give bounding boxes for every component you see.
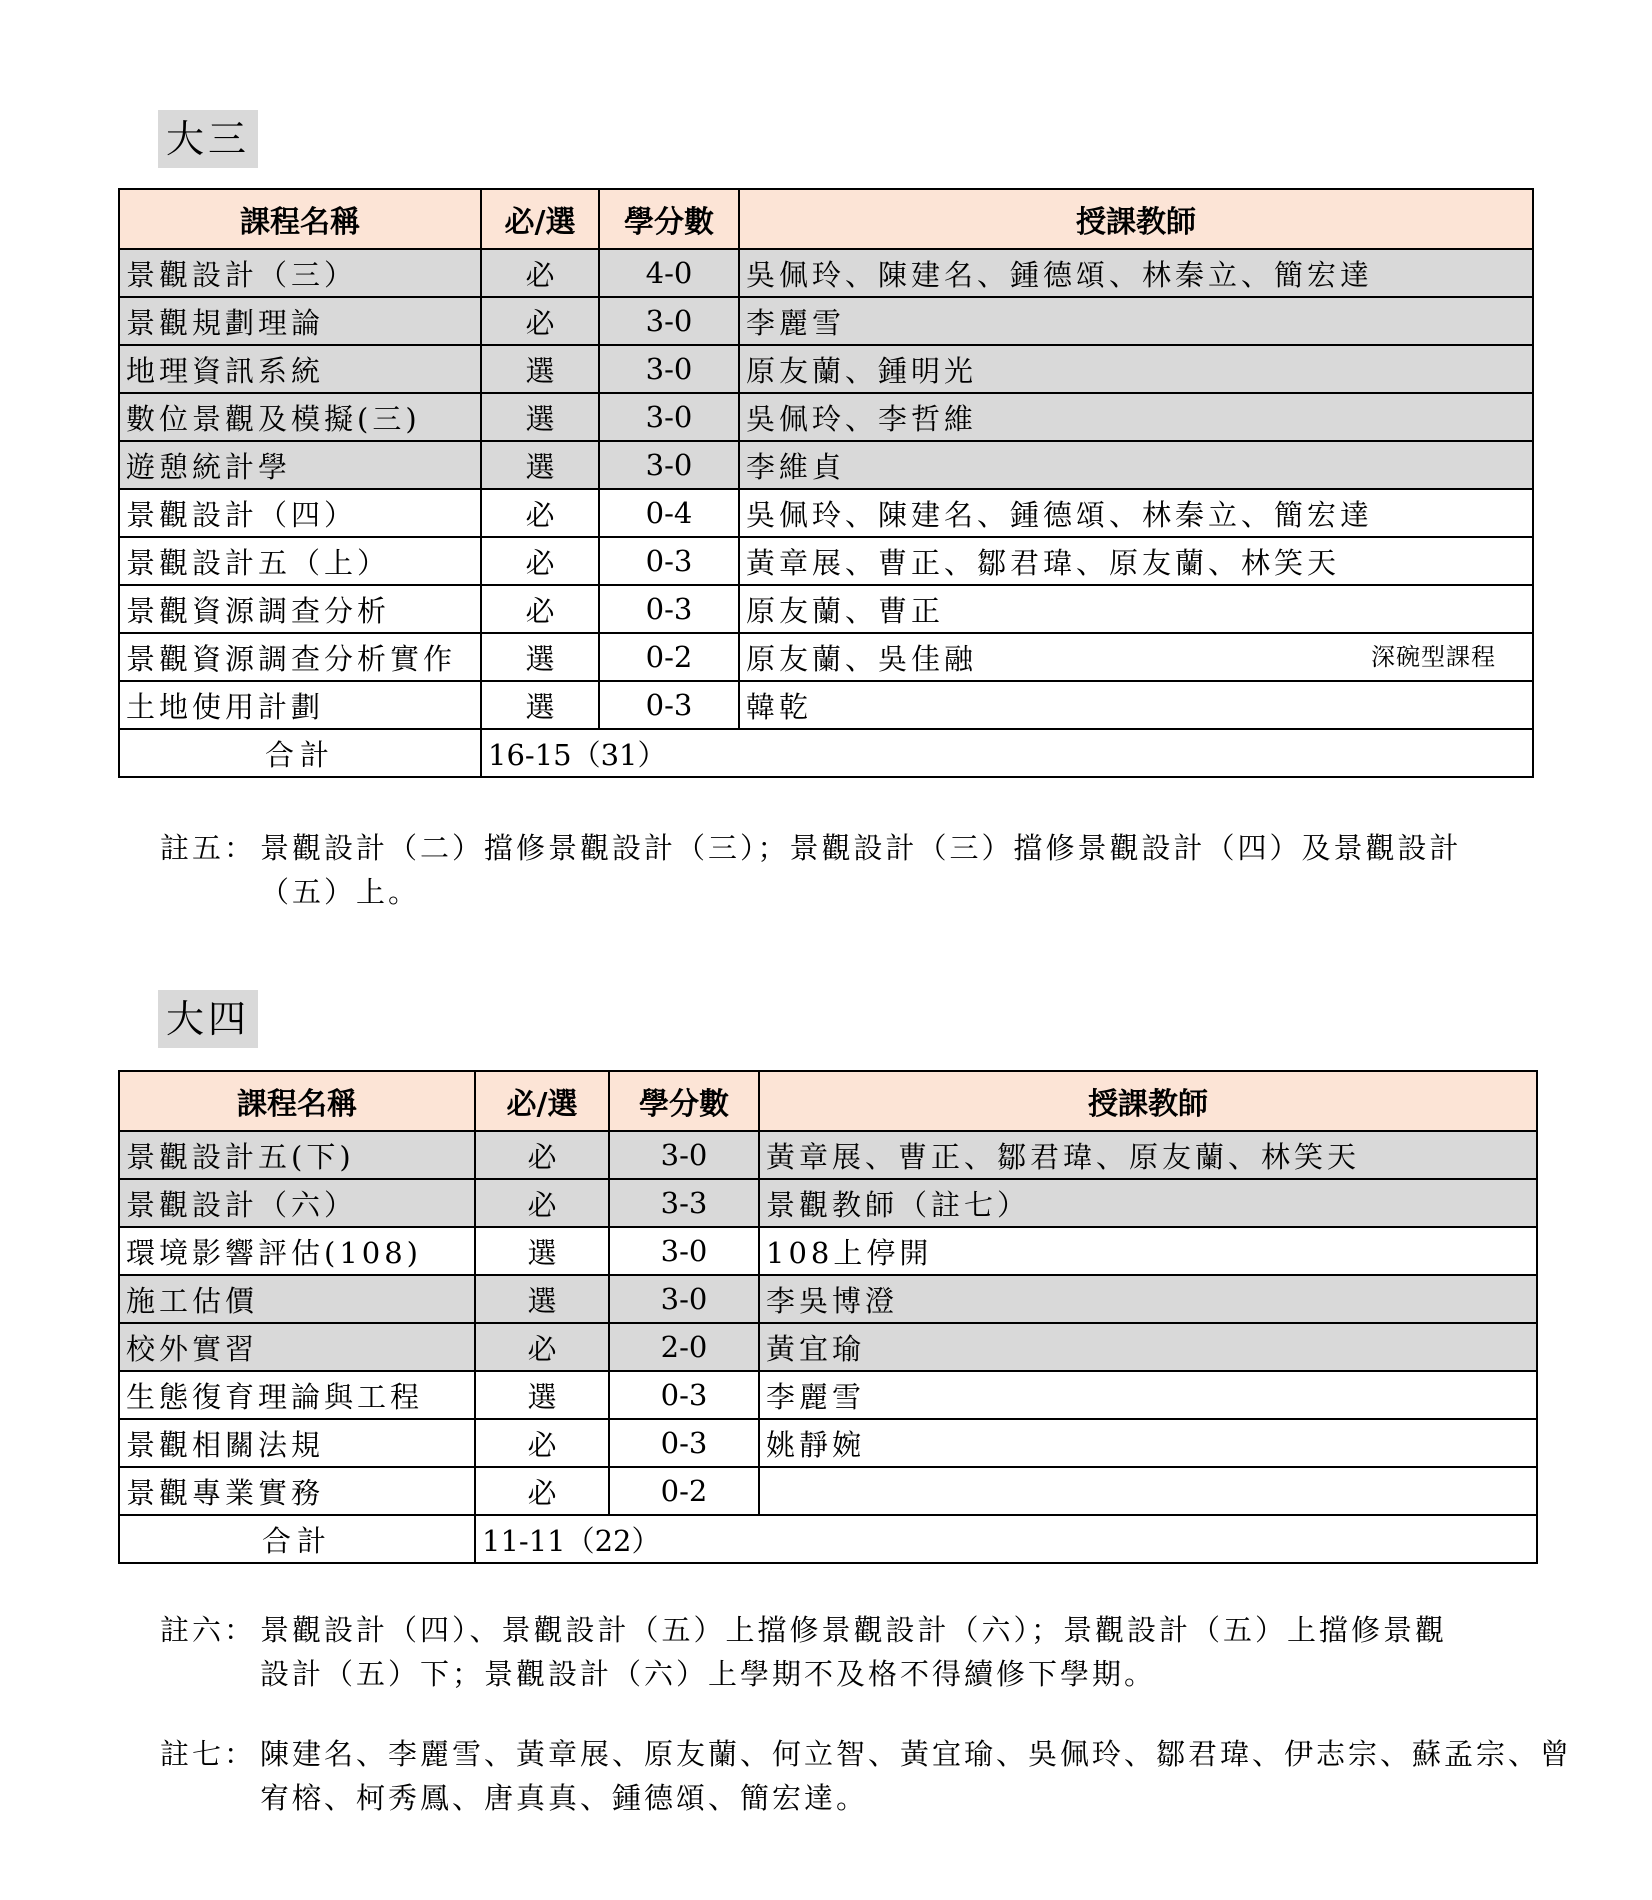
- total-label: 合計: [119, 729, 481, 777]
- note-5-label: 註五：: [160, 831, 257, 865]
- course-credits: 3-0: [609, 1131, 759, 1179]
- course-teachers: 李麗雪: [739, 297, 1533, 345]
- course-name: 景觀資源調查分析: [119, 585, 481, 633]
- total-value: 11-11（22）: [475, 1515, 1537, 1563]
- header-credits: 學分數: [609, 1071, 759, 1131]
- course-teachers: 原友蘭、曹正: [739, 585, 1533, 633]
- note-6-text: 景觀設計（四）、景觀設計（五）上擋修景觀設計（六）；景觀設計（五）上擋修景觀設計（五）下；景觀設計（六）上學期不及格不得續修下學期。: [260, 1613, 1448, 1691]
- course-teachers: 吳佩玲、陳建名、鍾德頌、林秦立、簡宏達: [739, 249, 1533, 297]
- total-row: [119, 729, 1533, 777]
- course-teachers: 108上停開: [759, 1227, 1537, 1275]
- table-row: [119, 585, 1533, 633]
- note-5-text: 景觀設計（二）擋修景觀設計（三）；景觀設計（三）擋修景觀設計（四）及景觀設計（五）上。: [260, 831, 1462, 909]
- course-credits: 0-3: [599, 681, 739, 729]
- header-required-elective: 必/選: [475, 1071, 609, 1131]
- course-credits: 3-0: [599, 297, 739, 345]
- course-teachers: 李維貞: [739, 441, 1533, 489]
- course-credits: 0-3: [609, 1419, 759, 1467]
- total-label: 合計: [119, 1515, 475, 1563]
- table-row: [119, 345, 1533, 393]
- table-row: [119, 393, 1533, 441]
- course-type: 必: [475, 1467, 609, 1515]
- teachers-text: 原友蘭、吳佳融: [746, 641, 978, 676]
- course-type: 選: [475, 1227, 609, 1275]
- course-teachers: 黃章展、曹正、鄒君瑋、原友蘭、林笑天: [739, 537, 1533, 585]
- course-credits: 0-3: [599, 585, 739, 633]
- course-name: 景觀設計五(下): [119, 1131, 475, 1179]
- header-course-name: 課程名稱: [119, 189, 481, 249]
- course-name: 景觀規劃理論: [119, 297, 481, 345]
- course-type: 必: [481, 585, 599, 633]
- course-credits: 0-2: [609, 1467, 759, 1515]
- table-row: [119, 1227, 1537, 1275]
- course-teachers: 李麗雪: [759, 1371, 1537, 1419]
- table-header-row: [119, 1071, 1537, 1131]
- course-credits: 3-0: [609, 1275, 759, 1323]
- course-credits: 2-0: [609, 1323, 759, 1371]
- course-credits: 3-0: [599, 345, 739, 393]
- course-type: 必: [481, 489, 599, 537]
- table-row: [119, 489, 1533, 537]
- course-type: 選: [481, 393, 599, 441]
- course-credits: 3-3: [609, 1179, 759, 1227]
- header-teachers: 授課教師: [739, 189, 1533, 249]
- course-teachers: 吳佩玲、李哲維: [739, 393, 1533, 441]
- course-name: 景觀設計（四）: [119, 489, 481, 537]
- course-type: 選: [481, 345, 599, 393]
- course-teachers: 景觀教師（註七）: [759, 1179, 1537, 1227]
- course-name: 景觀資源調查分析實作: [119, 633, 481, 681]
- total-value: 16-15（31）: [481, 729, 1533, 777]
- course-type: 選: [481, 633, 599, 681]
- course-credits: 4-0: [599, 249, 739, 297]
- table-row: [119, 441, 1533, 489]
- course-teachers: [759, 1467, 1537, 1515]
- course-name: 環境影響評估(108): [119, 1227, 475, 1275]
- course-name: 施工估價: [119, 1275, 475, 1323]
- course-name: 景觀設計（六）: [119, 1179, 475, 1227]
- note-6-label: 註六：: [160, 1613, 257, 1647]
- table-row: [119, 249, 1533, 297]
- table-row: [119, 1371, 1537, 1419]
- course-credits: 3-0: [599, 441, 739, 489]
- course-teachers: [739, 633, 1533, 681]
- header-credits: 學分數: [599, 189, 739, 249]
- course-teachers: 原友蘭、鍾明光: [739, 345, 1533, 393]
- course-teachers: 李吳博澄: [759, 1275, 1537, 1323]
- course-name: 景觀設計（三）: [119, 249, 481, 297]
- course-type: 必: [475, 1179, 609, 1227]
- table-row: [119, 1179, 1537, 1227]
- course-credits: 0-2: [599, 633, 739, 681]
- course-name: 遊憩統計學: [119, 441, 481, 489]
- course-teachers: 黃章展、曹正、鄒君瑋、原友蘭、林笑天: [759, 1131, 1537, 1179]
- course-type: 必: [481, 249, 599, 297]
- year3-heading: 大三: [158, 110, 258, 168]
- note-7: [160, 1732, 1580, 1820]
- table-row: [119, 1419, 1537, 1467]
- deep-course-tag: 深碗型課程: [1371, 642, 1496, 671]
- course-type: 必: [475, 1419, 609, 1467]
- course-type: 選: [481, 681, 599, 729]
- note-5: [160, 826, 1500, 914]
- table-header-row: [119, 189, 1533, 249]
- table-row: [119, 1323, 1537, 1371]
- course-teachers: 韓乾: [739, 681, 1533, 729]
- year3-course-table: [118, 188, 1534, 778]
- course-type: 必: [481, 537, 599, 585]
- course-name: 景觀專業實務: [119, 1467, 475, 1515]
- course-type: 選: [481, 441, 599, 489]
- course-credits: 3-0: [599, 393, 739, 441]
- course-credits: 0-4: [599, 489, 739, 537]
- year4-course-table: [118, 1070, 1538, 1564]
- header-course-name: 課程名稱: [119, 1071, 475, 1131]
- course-credits: 3-0: [609, 1227, 759, 1275]
- course-credits: 0-3: [599, 537, 739, 585]
- table-row: [119, 537, 1533, 585]
- course-name: 校外實習: [119, 1323, 475, 1371]
- course-type: 必: [475, 1131, 609, 1179]
- course-type: 必: [475, 1323, 609, 1371]
- course-type: 選: [475, 1275, 609, 1323]
- course-name: 地理資訊系統: [119, 345, 481, 393]
- course-type: 選: [475, 1371, 609, 1419]
- table-row: [119, 1467, 1537, 1515]
- table-row: [119, 633, 1533, 681]
- header-teachers: 授課教師: [759, 1071, 1537, 1131]
- table-row: [119, 297, 1533, 345]
- note-7-text: 陳建名、李麗雪、黃章展、原友蘭、何立智、黃宜瑜、吳佩玲、鄒君瑋、伊志宗、蘇孟宗、曾宥榕、柯秀鳳、唐真真、鍾德頌、簡宏達。: [260, 1737, 1573, 1815]
- course-name: 數位景觀及模擬(三): [119, 393, 481, 441]
- total-row: [119, 1515, 1537, 1563]
- table-row: [119, 1275, 1537, 1323]
- course-teachers: 黃宜瑜: [759, 1323, 1537, 1371]
- year4-heading: 大四: [158, 990, 258, 1048]
- course-name: 土地使用計劃: [119, 681, 481, 729]
- course-name: 生態復育理論與工程: [119, 1371, 475, 1419]
- course-teachers: 姚靜婉: [759, 1419, 1537, 1467]
- note-7-label: 註七：: [160, 1737, 257, 1771]
- course-name: 景觀設計五（上）: [119, 537, 481, 585]
- course-teachers: 吳佩玲、陳建名、鍾德頌、林秦立、簡宏達: [739, 489, 1533, 537]
- header-required-elective: 必/選: [481, 189, 599, 249]
- course-name: 景觀相關法規: [119, 1419, 475, 1467]
- note-6: [160, 1608, 1460, 1696]
- course-type: 必: [481, 297, 599, 345]
- table-row: [119, 681, 1533, 729]
- table-row: [119, 1131, 1537, 1179]
- course-credits: 0-3: [609, 1371, 759, 1419]
